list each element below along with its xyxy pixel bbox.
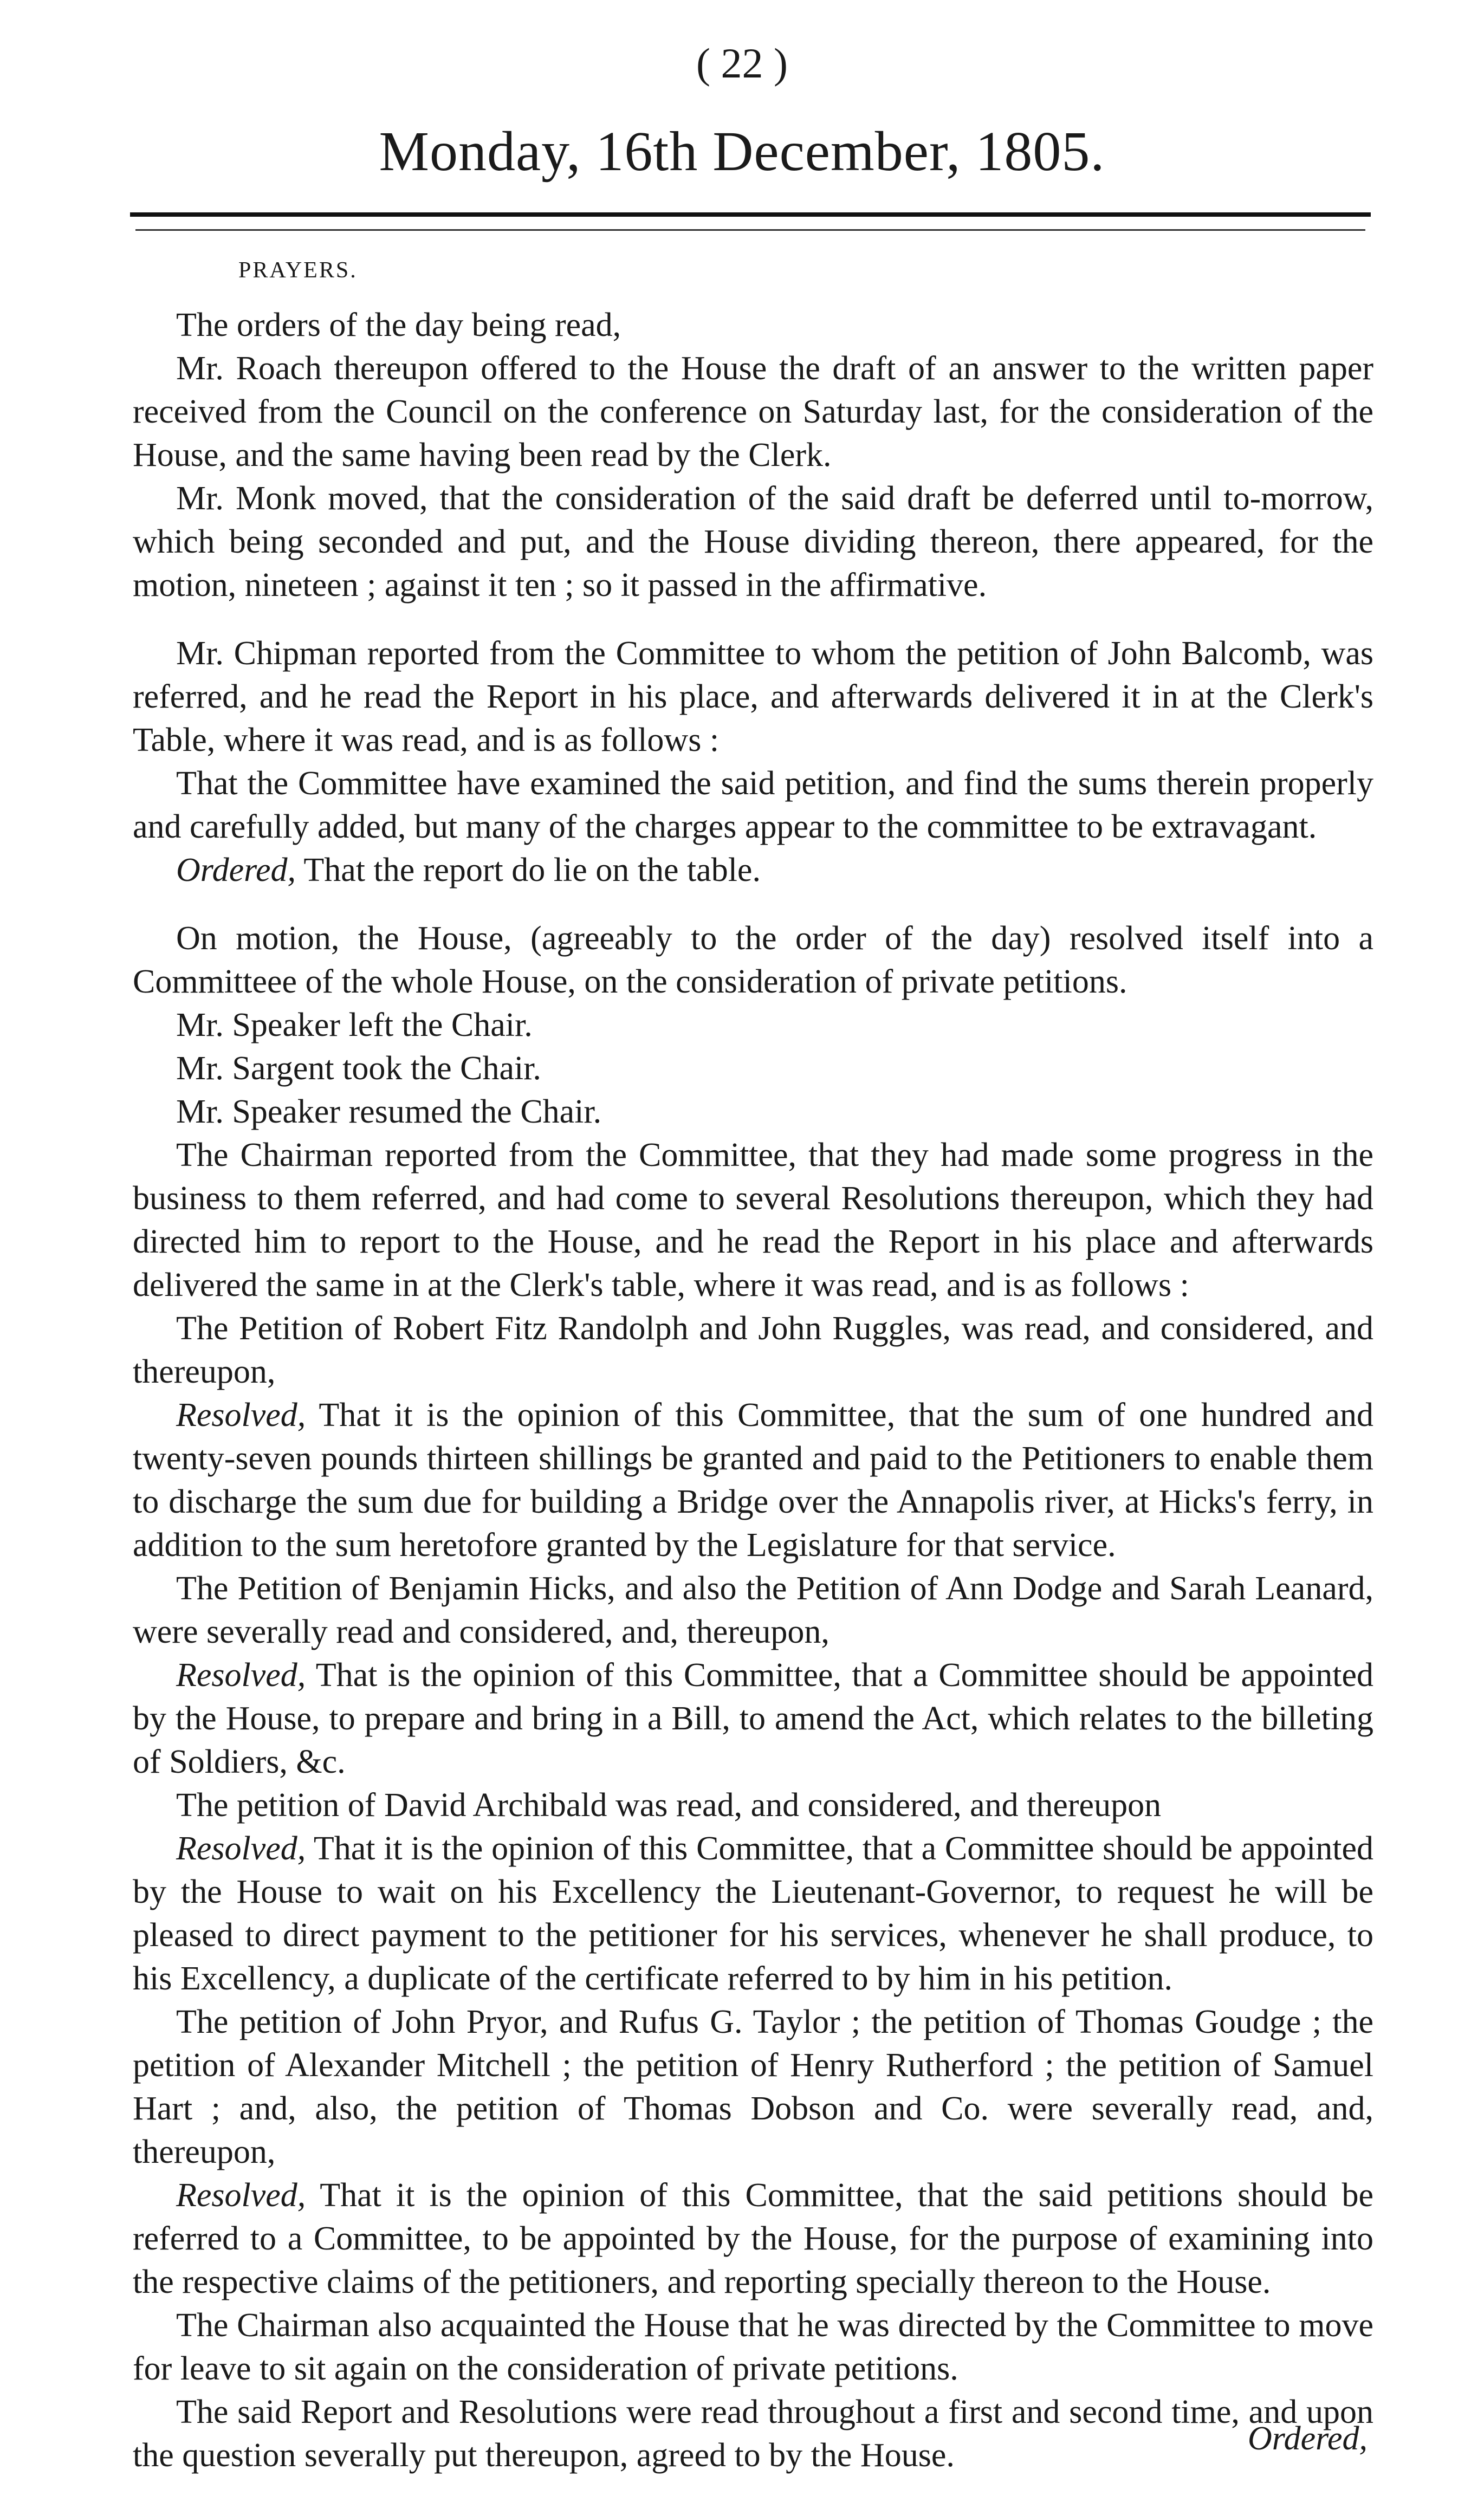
paragraph-text: That the report do lie on the table. [295, 852, 761, 889]
paragraph [133, 1393, 1373, 1567]
paragraph-text: The Petition of Robert Fitz Randolph and John Ruggles, was read, and considered, and thereupon, [133, 1310, 1373, 1390]
paragraph-gap [133, 607, 1373, 632]
paragraph-text: The said Report and Resolutions were read throughout a first and second time, and upon the question severally put thereupon, agreed to by the House. [133, 2394, 1373, 2474]
paragraph-text: Mr. Monk moved, that the consideration of the said draft be deferred until to-morrow, which being seconded and put, and the House dividing thereon, there appeared, for the motion, nineteen ; against it ten ; so it passed in the affirmative. [133, 480, 1373, 604]
paragraph-text: The Chairman also acquainted the House that he was directed by the Committee to move for leave to sit again on the consideration of private petitions. [133, 2307, 1373, 2387]
paragraph-lead-word: Ordered, [176, 852, 296, 889]
journal-body [133, 303, 1373, 2477]
paragraph [133, 1047, 1373, 1090]
paragraph-text: That it is the opinion of this Committee, that the sum of one hundred and twenty-seven pounds thirteen shillings be granted and paid to the Petitioners to enable them to discharge the sum due for building a Bridge over the Annapolis river, at Hicks's ferry, in addition to the sum heretofore granted by the Legislature for that service. [133, 1397, 1373, 1564]
paragraph-lead-word: Resolved, [176, 1657, 306, 1694]
paragraph [133, 2174, 1373, 2304]
paragraph [133, 347, 1373, 477]
paragraph [133, 1827, 1373, 2000]
section-label: PRAYERS. [238, 258, 358, 283]
paragraph [133, 762, 1373, 848]
paragraph-text: The petition of David Archibald was read, and considered, and thereupon [176, 1787, 1162, 1824]
paragraph-text: Mr. Chipman reported from the Committee to whom the petition of John Balcomb, was referred, and he read the Report in his place, and afterwards delivered it in at the Clerk's Table, where it was read, and is as follows : [133, 635, 1373, 758]
paragraph-text: Mr. Sargent took the Chair. [176, 1050, 541, 1087]
paragraph-lead-word: Resolved, [176, 1397, 306, 1434]
paragraph [133, 848, 1373, 892]
paragraph-gap [133, 892, 1373, 917]
paragraph [133, 1133, 1373, 1307]
paragraph-text: On motion, the House, (agreeably to the order of the day) resolved itself into a Committeee of the whole House, on the consideration of private petitions. [133, 920, 1373, 1000]
paragraph [133, 1307, 1373, 1393]
paragraph-text: That is the opinion of this Committee, that a Committee should be appointed by the House, to prepare and bring in a Bill, to amend the Act, which relates to the billeting of Soldiers, &c. [133, 1657, 1373, 1780]
paragraph [133, 1003, 1373, 1047]
paragraph [133, 632, 1373, 762]
paragraph [133, 2390, 1373, 2477]
paragraph [133, 303, 1373, 347]
page-number: ( 22 ) [696, 40, 788, 87]
paragraph [133, 1784, 1373, 1827]
paragraph-text: The Petition of Benjamin Hicks, and also the Petition of Ann Dodge and Sarah Leanard, were severally read and considered, and, thereupon, [133, 1570, 1373, 1650]
paragraph-text: The petition of John Pryor, and Rufus G. Taylor ; the petition of Thomas Goudge ; the petition of Alexander Mitchell ; the petition of Henry Rutherford ; the petition of Samuel Hart ; and, also, the petition of Thomas Dobson and Co. were severally read, and, thereupon, [133, 2004, 1373, 2170]
paragraph [133, 917, 1373, 1003]
paragraph [133, 1090, 1373, 1133]
paragraph [133, 477, 1373, 607]
paragraph [133, 1654, 1373, 1784]
paragraph-text: That it is the opinion of this Committee, that a Committee should be appointed by the House to wait on his Excellency the Lieutenant-Governor, to request he will be pleased to direct payment to the petitioner for his services, whenever he shall produce, to his Excellency, a duplicate of the certificate referred to by him in his petition. [133, 1830, 1373, 1997]
paragraph-text: That the Committee have examined the said petition, and find the sums therein properly and carefully added, but many of the charges appear to the committee to be extravagant. [133, 765, 1373, 845]
page-title: Monday, 16th December, 1805. [379, 120, 1105, 183]
paragraph-text: Mr. Speaker resumed the Chair. [176, 1093, 602, 1130]
paragraph-text: Mr. Roach thereupon offered to the House the draft of an answer to the written paper received from the Council on the conference on Saturday last, for the consideration of the House, and the same having been read by the Clerk. [133, 350, 1373, 474]
paragraph [133, 2000, 1373, 2174]
paragraph-lead-word: Resolved, [176, 1830, 306, 1867]
header-rule-thick [130, 212, 1371, 217]
paragraph-text: The Chairman reported from the Committee, that they had made some progress in the business to them referred, and had come to several Resolutions thereupon, which they had directed him to report to the House, and he read the Report in his place and afterwards delivered the same in at the Clerk's table, where it was read, and is as follows : [133, 1137, 1373, 1304]
catchword: Ordered, [1248, 2420, 1368, 2457]
header-rule-thin [135, 229, 1365, 231]
paragraph-text: Mr. Speaker left the Chair. [176, 1007, 533, 1043]
paragraph [133, 1567, 1373, 1654]
paragraph-lead-word: Resolved, [176, 2177, 306, 2214]
paragraph-text: The orders of the day being read, [176, 307, 621, 343]
paragraph-text: That it is the opinion of this Committee, that the said petitions should be referred to a Committee, to be appointed by the House, for the purpose of examining into the respective claims of the petitioners, and reporting specially thereon to the House. [133, 2177, 1373, 2300]
paragraph [133, 2304, 1373, 2390]
